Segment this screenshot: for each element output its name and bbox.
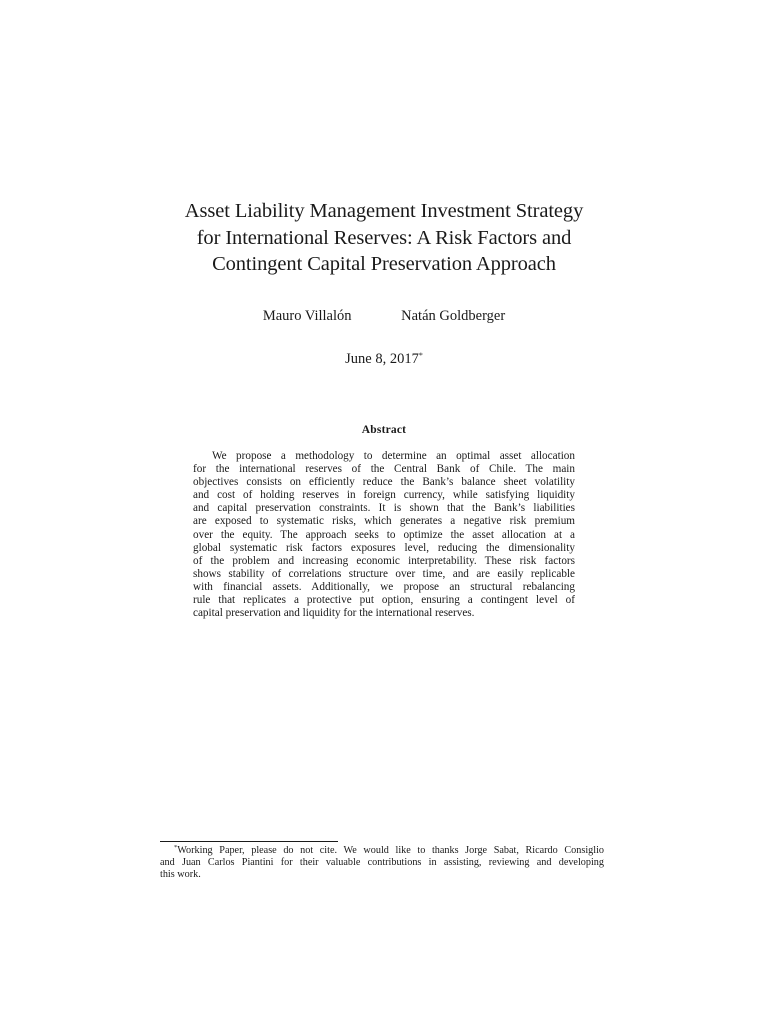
title-line: Asset Liability Management Investment Strategy — [184, 200, 584, 222]
paper-title — [120, 198, 648, 278]
footnote-rule — [160, 841, 338, 842]
abstract-line: of the problem and increasing economic interpretability. These risk factors — [193, 554, 575, 567]
abstract-line: global systematic risk factors exposures level, reducing the dimensionality — [193, 541, 575, 554]
date-text: June 8, 2017 — [345, 351, 419, 367]
title-line: Contingent Capital Preservation Approach — [212, 253, 556, 275]
footnote-line: this work. — [160, 869, 201, 881]
abstract-line: We propose a methodology to determine an optimal asset allocation — [212, 450, 575, 462]
abstract-line: capital preservation and liquidity for the international reserves. — [193, 607, 475, 620]
abstract-line: objectives consists on efficiently reduce the Bank’s balance sheet volatility — [193, 476, 575, 489]
footnote-text: Working Paper, please do not cite. We would like to thanks Jorge Sabat, Ricardo Consiglio — [177, 845, 604, 856]
abstract-line: with financial assets. Additionally, we propose an structural rebalancing — [193, 580, 575, 593]
author-name: Mauro Villalón — [262, 308, 352, 324]
abstract-line: for the international reserves of the Central Bank of Chile. The main — [193, 463, 575, 476]
author-list — [0, 307, 768, 325]
footnote-mark: * — [174, 844, 178, 851]
publication-date — [0, 350, 768, 368]
footnote-line: and Juan Carlos Piantini for their valuable contributions in assisting, reviewing and developing — [160, 857, 604, 869]
footnote — [160, 845, 604, 882]
date-footnote-mark: * — [418, 351, 423, 360]
author-name: Natán Goldberger — [401, 308, 506, 324]
abstract-line: are exposed to systematic risks, which generates a negative risk premium — [193, 515, 575, 528]
title-line: for International Reserves: A Risk Factors and — [196, 226, 572, 249]
abstract-line: over the equity. The approach seeks to optimize the asset allocation at a — [193, 528, 575, 541]
abstract-line: and capital preservation constraints. It is shown that the Bank’s liabilities — [193, 502, 575, 515]
abstract-body — [193, 450, 575, 620]
abstract-heading: Abstract — [361, 424, 407, 436]
abstract-line: and cost of holding reserves in foreign currency, while satisfying liquidity — [193, 489, 575, 502]
footnote-line — [160, 845, 604, 857]
abstract-line: shows stability of correlations structure over time, and are easily replicable — [193, 567, 575, 580]
abstract-line: rule that replicates a protective put option, ensuring a contingent level of — [193, 594, 575, 607]
